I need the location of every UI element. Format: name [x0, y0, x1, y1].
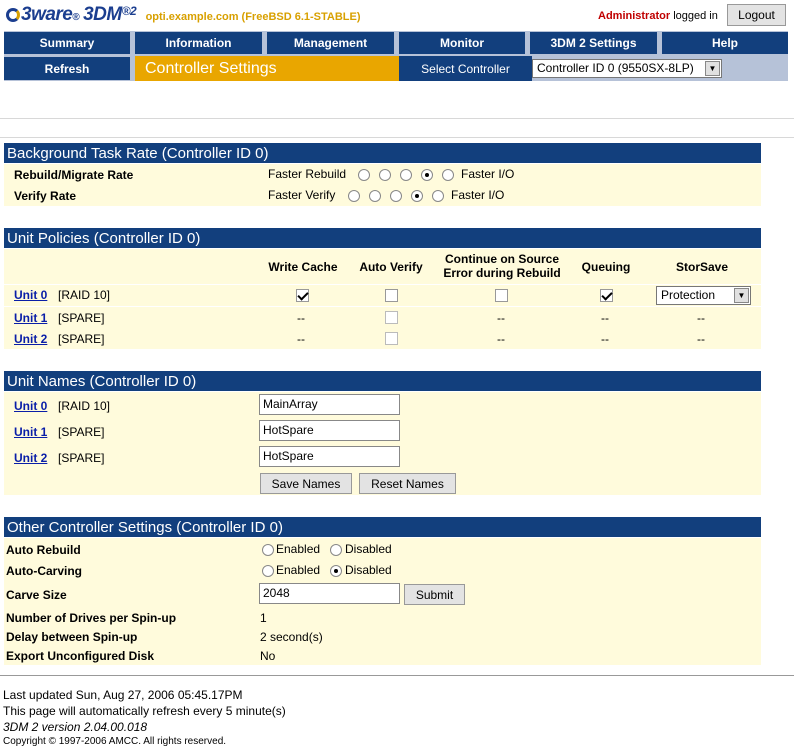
queuing-na: --	[601, 311, 609, 325]
queuing-checkbox[interactable]	[600, 289, 613, 302]
unit-type: [SPARE]	[58, 425, 105, 439]
other-settings-area	[4, 538, 761, 665]
submit-button[interactable]: Submit	[404, 584, 465, 605]
faster-io-label: Faster I/O	[461, 167, 515, 181]
divider	[0, 137, 794, 138]
login-status	[598, 10, 718, 22]
chevron-down-icon[interactable]: ▼	[705, 61, 720, 76]
auto-verify-checkbox[interactable]	[385, 332, 398, 345]
col-continue-line-2: Error during Rebuild	[443, 266, 561, 280]
rebuild-rate-radio-4[interactable]	[421, 169, 433, 181]
export-unconfigured-label: Export Unconfigured Disk	[6, 649, 155, 663]
refresh-button[interactable]: Refresh	[4, 57, 130, 80]
unit-type: [SPARE]	[58, 451, 105, 465]
section-other-settings: Other Controller Settings (Controller ID 0)	[4, 517, 761, 537]
auto-carving-enabled-radio[interactable]	[262, 565, 274, 577]
brand-name: 3ware	[21, 4, 73, 25]
verify-rate-radio-5[interactable]	[432, 190, 444, 202]
export-unconfigured-value: No	[260, 649, 276, 663]
nav-information[interactable]: Information	[135, 32, 262, 54]
nav-monitor[interactable]: Monitor	[399, 32, 525, 54]
faster-io-label: Faster I/O	[451, 188, 505, 202]
host-name: opti.example.com (FreeBSD 6.1-STABLE)	[145, 11, 361, 23]
save-names-button[interactable]: Save Names	[260, 473, 352, 494]
controller-select[interactable]	[532, 59, 722, 78]
verify-rate-radio-1[interactable]	[348, 190, 360, 202]
col-continue-line-1: Continue on Source	[445, 252, 559, 266]
section-unit-names: Unit Names (Controller ID 0)	[4, 371, 761, 391]
unit-names-area	[4, 392, 761, 495]
rebuild-rate-label: Rebuild/Migrate Rate	[14, 168, 134, 182]
unit-1-name-input[interactable]: HotSpare	[259, 420, 400, 441]
table-row	[4, 285, 761, 306]
faster-rebuild-label: Faster Rebuild	[268, 167, 347, 181]
section-unit-policies: Unit Policies (Controller ID 0)	[4, 228, 761, 248]
verify-rate-radio-3[interactable]	[390, 190, 402, 202]
faster-verify-label: Faster Verify	[268, 188, 336, 202]
unit-type: [SPARE]	[58, 332, 105, 346]
divider	[0, 675, 794, 676]
auto-rebuild-label: Auto Rebuild	[6, 543, 81, 557]
product-version-mark: ®2	[121, 4, 137, 18]
auto-verify-checkbox[interactable]	[385, 311, 398, 324]
product-name: 3DM	[83, 4, 122, 25]
col-continue-on-error	[434, 252, 570, 280]
verify-rate-row	[4, 185, 761, 206]
logged-in-text: logged in	[673, 10, 718, 22]
user-name: Administrator	[598, 10, 671, 22]
unit-0-link[interactable]: Unit 0	[14, 399, 48, 413]
carve-size-input[interactable]: 2048	[259, 583, 400, 604]
continue-on-error-na: --	[497, 311, 505, 325]
chevron-down-icon[interactable]: ▼	[734, 288, 749, 303]
storsave-select[interactable]	[656, 286, 751, 305]
carve-size-label: Carve Size	[6, 588, 67, 602]
col-auto-verify: Auto Verify	[359, 260, 423, 274]
enabled-label: Enabled	[276, 542, 321, 556]
auto-carving-label: Auto-Carving	[6, 564, 82, 578]
rebuild-rate-row	[4, 164, 761, 185]
nav-summary[interactable]: Summary	[4, 32, 130, 54]
unit-0-name-input[interactable]: MainArray	[259, 394, 400, 415]
verify-rate-label: Verify Rate	[14, 189, 77, 203]
section-background-task: Background Task Rate (Controller ID 0)	[4, 143, 761, 163]
auto-rebuild-enabled-radio[interactable]	[262, 544, 274, 556]
continue-on-error-na: --	[497, 332, 505, 346]
col-queuing: Queuing	[581, 260, 631, 274]
delay-spinup-label: Delay between Spin-up	[6, 630, 138, 644]
nav-3dm2-settings[interactable]: 3DM 2 Settings	[530, 32, 657, 54]
copyright: Copyright © 1997-2006 AMCC. All rights reserved.	[3, 736, 227, 747]
storsave-na: --	[697, 332, 705, 346]
disabled-label: Disabled	[345, 542, 392, 556]
page-title: Controller Settings	[135, 56, 399, 81]
reset-names-button[interactable]: Reset Names	[359, 473, 456, 494]
select-controller-label: Select Controller	[399, 56, 532, 81]
drives-per-spinup-label: Number of Drives per Spin-up	[6, 611, 177, 625]
col-write-cache: Write Cache	[268, 260, 338, 274]
storsave-value: Protection	[661, 288, 716, 302]
controller-select-value: Controller ID 0 (9550SX-8LP)	[537, 61, 694, 75]
unit-policies-header-row	[4, 249, 761, 284]
nav-bar	[4, 31, 788, 81]
col-storsave: StorSave	[675, 260, 729, 274]
unit-1-link[interactable]: Unit 1	[14, 311, 48, 325]
unit-type: [RAID 10]	[58, 399, 111, 413]
disabled-label: Disabled	[345, 563, 392, 577]
continue-on-error-checkbox[interactable]	[495, 289, 508, 302]
version-text: 3DM 2 version 2.04.00.018	[3, 720, 148, 734]
write-cache-checkbox[interactable]	[296, 289, 309, 302]
unit-0-link[interactable]: Unit 0	[14, 288, 48, 302]
table-row	[4, 307, 761, 328]
table-row	[4, 328, 761, 349]
unit-1-link[interactable]: Unit 1	[14, 425, 48, 439]
nav-help[interactable]: Help	[662, 32, 788, 54]
last-updated: Last updated Sun, Aug 27, 2006 05:45.17PM	[3, 688, 243, 702]
nav-management[interactable]: Management	[267, 32, 394, 54]
storsave-na: --	[697, 311, 705, 325]
unit-type: [SPARE]	[58, 311, 105, 325]
unit-2-link[interactable]: Unit 2	[14, 332, 48, 346]
unit-type: [RAID 10]	[58, 288, 111, 302]
refresh-note: This page will automatically refresh every 5 minute(s)	[3, 704, 286, 718]
unit-2-link[interactable]: Unit 2	[14, 451, 48, 465]
rebuild-rate-radio-5[interactable]	[442, 169, 454, 181]
enabled-label: Enabled	[276, 563, 321, 577]
delay-spinup-value: 2 second(s)	[260, 630, 323, 644]
auto-verify-checkbox[interactable]	[385, 289, 398, 302]
auto-carving-disabled-radio[interactable]	[330, 565, 342, 577]
write-cache-na: --	[297, 332, 305, 346]
app-logo: 3ware® 3DM®2 opti.example.com (FreeBSD 6.1-STABLE)	[6, 4, 361, 28]
queuing-na: --	[601, 332, 609, 346]
drives-per-spinup-value: 1	[260, 611, 267, 625]
logout-button[interactable]: Logout	[727, 4, 786, 26]
auto-rebuild-disabled-radio[interactable]	[330, 544, 342, 556]
3ware-swirl-icon	[6, 8, 20, 22]
rebuild-rate-radio-2[interactable]	[379, 169, 391, 181]
divider	[0, 118, 794, 119]
rebuild-rate-radio-1[interactable]	[358, 169, 370, 181]
rebuild-rate-radio-3[interactable]	[400, 169, 412, 181]
write-cache-na: --	[297, 311, 305, 325]
unit-2-name-input[interactable]: HotSpare	[259, 446, 400, 467]
verify-rate-radio-4[interactable]	[411, 190, 423, 202]
verify-rate-radio-2[interactable]	[369, 190, 381, 202]
